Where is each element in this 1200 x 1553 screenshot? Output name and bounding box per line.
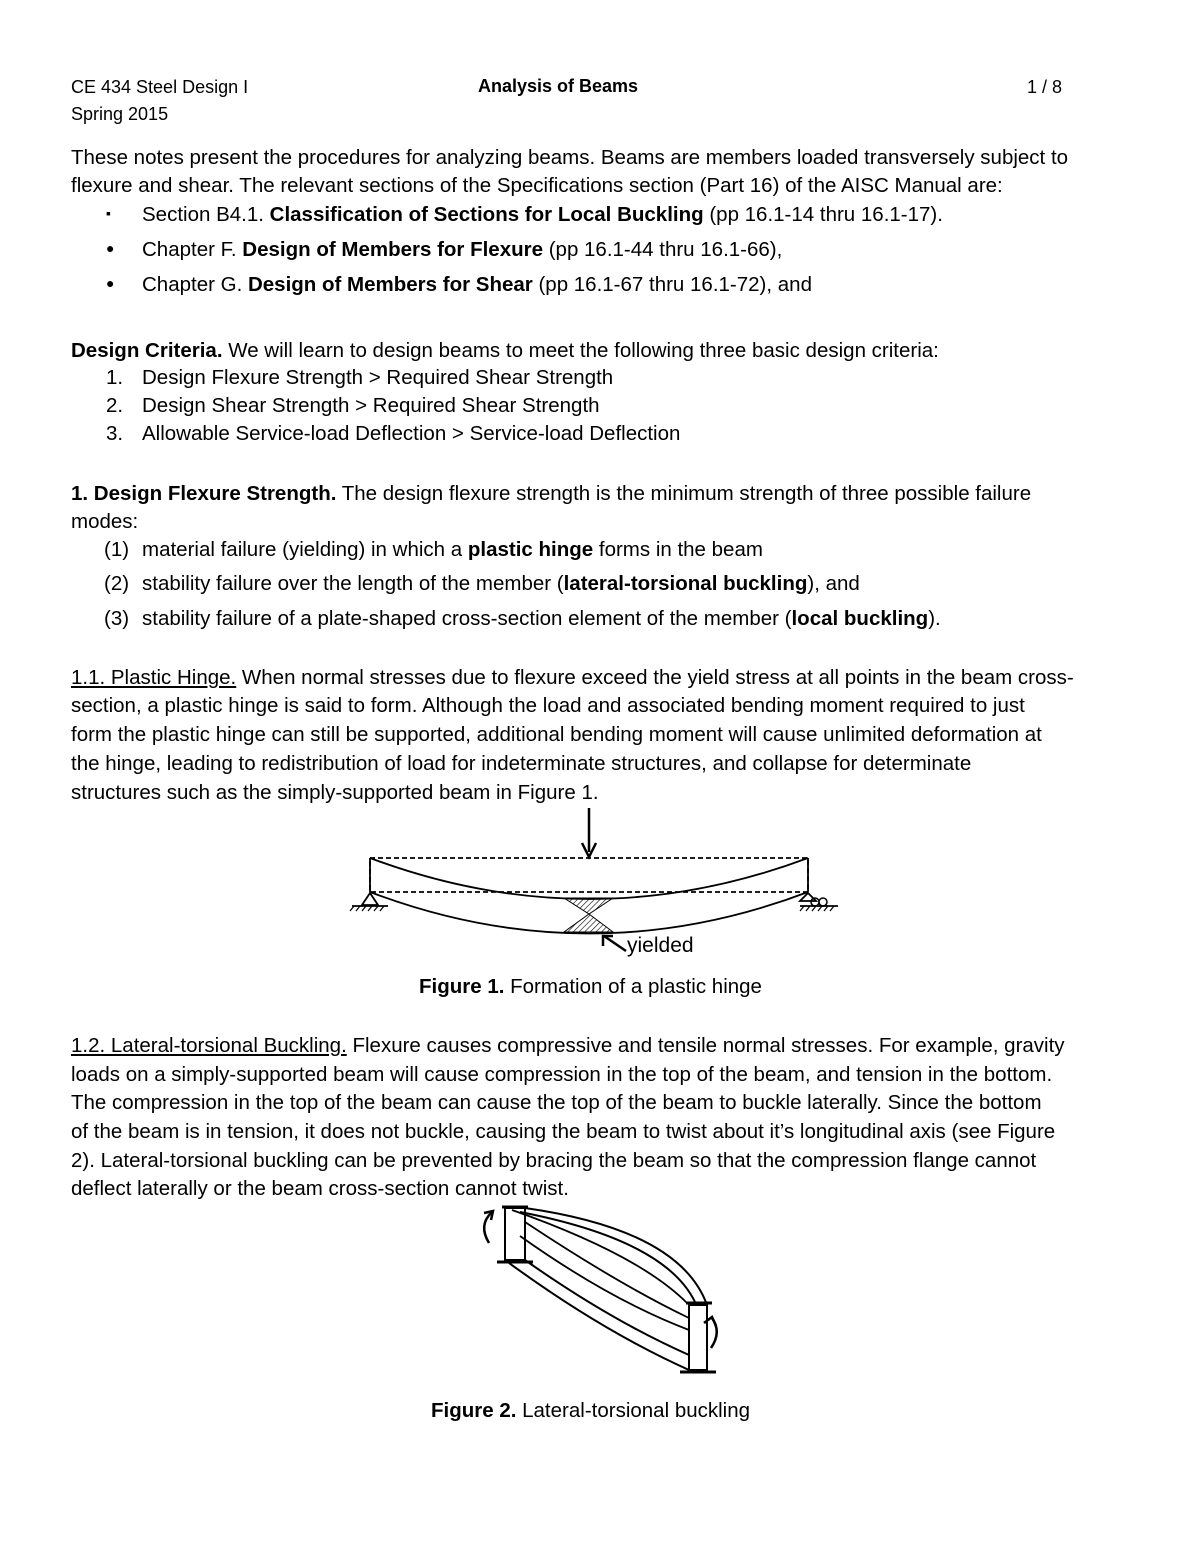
ltb-line-5: 2). Lateral-torsional buckling can be prevented by bracing the beam so that the compression flange cannot: [71, 1149, 1037, 1172]
design-criteria-text: We will learn to design beams to meet the following three basic design criteria:: [222, 339, 939, 362]
mode-post: ).: [928, 607, 941, 630]
plastic-hinge-heading: 1.1. Plastic Hinge.: [71, 666, 237, 689]
flexure-text: The design flexure strength is the minimum strength of three possible failure: [336, 482, 1032, 505]
figure-2-lateral-torsional-buckling: [0, 1200, 1200, 1400]
list-item-post: (pp 16.1-67 thru 16.1-72), and: [532, 273, 812, 296]
mode-pre: stability failure of a plate-shaped cross-section element of the member (: [142, 607, 792, 630]
undeformed-beam-outline: [370, 858, 808, 892]
yielded-pointer-icon: [604, 936, 626, 951]
list-item-bold: Classification of Sections for Local Buckling: [269, 203, 704, 226]
plastic-hinge-line-1: [71, 664, 1074, 693]
caption-text: Formation of a plastic hinge: [504, 975, 762, 998]
ltb-line-2: loads on a simply-supported beam will cause compression in the top of the beam, and tension in the bottom.: [71, 1063, 1053, 1086]
list-item: [142, 238, 782, 262]
mode-post: forms in the beam: [593, 538, 763, 561]
list-item-pre: Chapter F.: [142, 238, 243, 261]
flexure-paragraph: [71, 480, 1031, 509]
caption-text: Lateral-torsional buckling: [516, 1399, 751, 1422]
figure-1-plastic-hinge: [0, 800, 1200, 960]
mode-item: [142, 572, 860, 596]
design-criteria-heading: Design Criteria.: [71, 339, 223, 362]
flexure-text-2: modes:: [71, 510, 139, 533]
yielded-zone-top: [564, 898, 613, 914]
mode-bold: local buckling: [791, 607, 929, 630]
mode-item: [142, 538, 763, 562]
list-item-pre: Chapter G.: [142, 273, 248, 296]
mode-pre: stability failure over the length of the member (: [142, 572, 564, 595]
mode-pre: material failure (yielding) in which a: [142, 538, 468, 561]
plastic-hinge-line-3: form the plastic hinge can still be supported, additional bending moment will cause unlimited deformation at: [71, 723, 1042, 746]
ltb-line-4: of the beam is in tension, it does not buckle, causing the beam to twist about it’s longitudinal axis (see Figure: [71, 1120, 1056, 1143]
criteria-item: Design Shear Strength > Required Shear Strength: [142, 394, 600, 417]
mode-post: ), and: [807, 572, 860, 595]
square-bullet-icon: ▪: [106, 205, 111, 221]
list-item: [142, 273, 812, 297]
list-item-bold: Design of Members for Shear: [247, 273, 533, 296]
page-title: Analysis of Beams: [478, 76, 639, 96]
left-end-section: [505, 1208, 525, 1260]
course-title: CE 434 Steel Design I: [71, 77, 249, 97]
ltb-line-3: The compression in the top of the beam can cause the top of the beam to buckle laterally. Since the bottom: [71, 1091, 1042, 1114]
intro-line-1: These notes present the procedures for analyzing beams. Beams are members loaded transversely subject to: [71, 146, 1069, 169]
ltb-text: Flexure causes compressive and tensile normal stresses. For example, gravity: [346, 1034, 1065, 1057]
buckled-top-flange: [525, 1208, 707, 1305]
bottom-flange: [505, 1260, 689, 1370]
mode-num: (1): [104, 538, 130, 561]
mode-num: (3): [104, 607, 130, 630]
dot-bullet-icon: ●: [106, 275, 115, 291]
criteria-item: Allowable Service-load Deflection > Service-load Deflection: [142, 422, 681, 445]
caption-label: Figure 1.: [419, 975, 505, 998]
plastic-hinge-line-5: structures such as the simply-supported beam in Figure 1.: [71, 781, 599, 804]
list-item-pre: Section B4.1.: [142, 203, 270, 226]
yielded-label: yielded: [627, 934, 694, 957]
criteria-item: Design Flexure Strength > Required Shear Strength: [142, 366, 614, 389]
right-end-section: [689, 1305, 707, 1370]
ltb-heading: 1.2. Lateral-torsional Buckling.: [71, 1034, 347, 1057]
criteria-num: 3.: [106, 422, 124, 445]
list-item-post: (pp 16.1-14 thru 16.1-17).: [703, 203, 943, 226]
mode-item: [142, 607, 941, 631]
criteria-num: 2.: [106, 394, 124, 417]
design-criteria-paragraph: [71, 337, 939, 366]
mode-num: (2): [104, 572, 130, 595]
plastic-hinge-line-4: the hinge, leading to redistribution of load for indeterminate structures, and collapse for determinate: [71, 752, 972, 775]
caption-label: Figure 2.: [431, 1399, 517, 1422]
plastic-hinge-text: When normal stresses due to flexure exceed the yield stress at all points in the beam cross-: [236, 666, 1074, 689]
mode-bold: lateral-torsional buckling: [563, 572, 808, 595]
figure-1-caption: [419, 975, 762, 999]
page-number: 1 / 8: [1027, 77, 1063, 97]
criteria-num: 1.: [106, 366, 124, 389]
figure-2-caption: [431, 1399, 750, 1423]
term: Spring 2015: [71, 104, 169, 124]
plastic-hinge-line-2: section, a plastic hinge is said to form. Although the load and associated bending moment required to just: [71, 694, 1025, 717]
list-item-post: (pp 16.1-44 thru 16.1-66),: [543, 238, 783, 261]
ltb-line-6: deflect laterally or the beam cross-section cannot twist.: [71, 1177, 569, 1200]
list-item: [142, 203, 943, 227]
mode-bold: plastic hinge: [467, 538, 594, 561]
dot-bullet-icon: ●: [106, 240, 115, 256]
flexure-heading: 1. Design Flexure Strength.: [71, 482, 337, 505]
intro-line-2: flexure and shear. The relevant sections of the Specifications section (Part 16) of the AISC Manual are:: [71, 174, 1003, 197]
list-item-bold: Design of Members for Flexure: [242, 238, 544, 261]
yielded-zone-bottom: [564, 914, 613, 932]
ltb-line-1: [71, 1032, 1065, 1061]
